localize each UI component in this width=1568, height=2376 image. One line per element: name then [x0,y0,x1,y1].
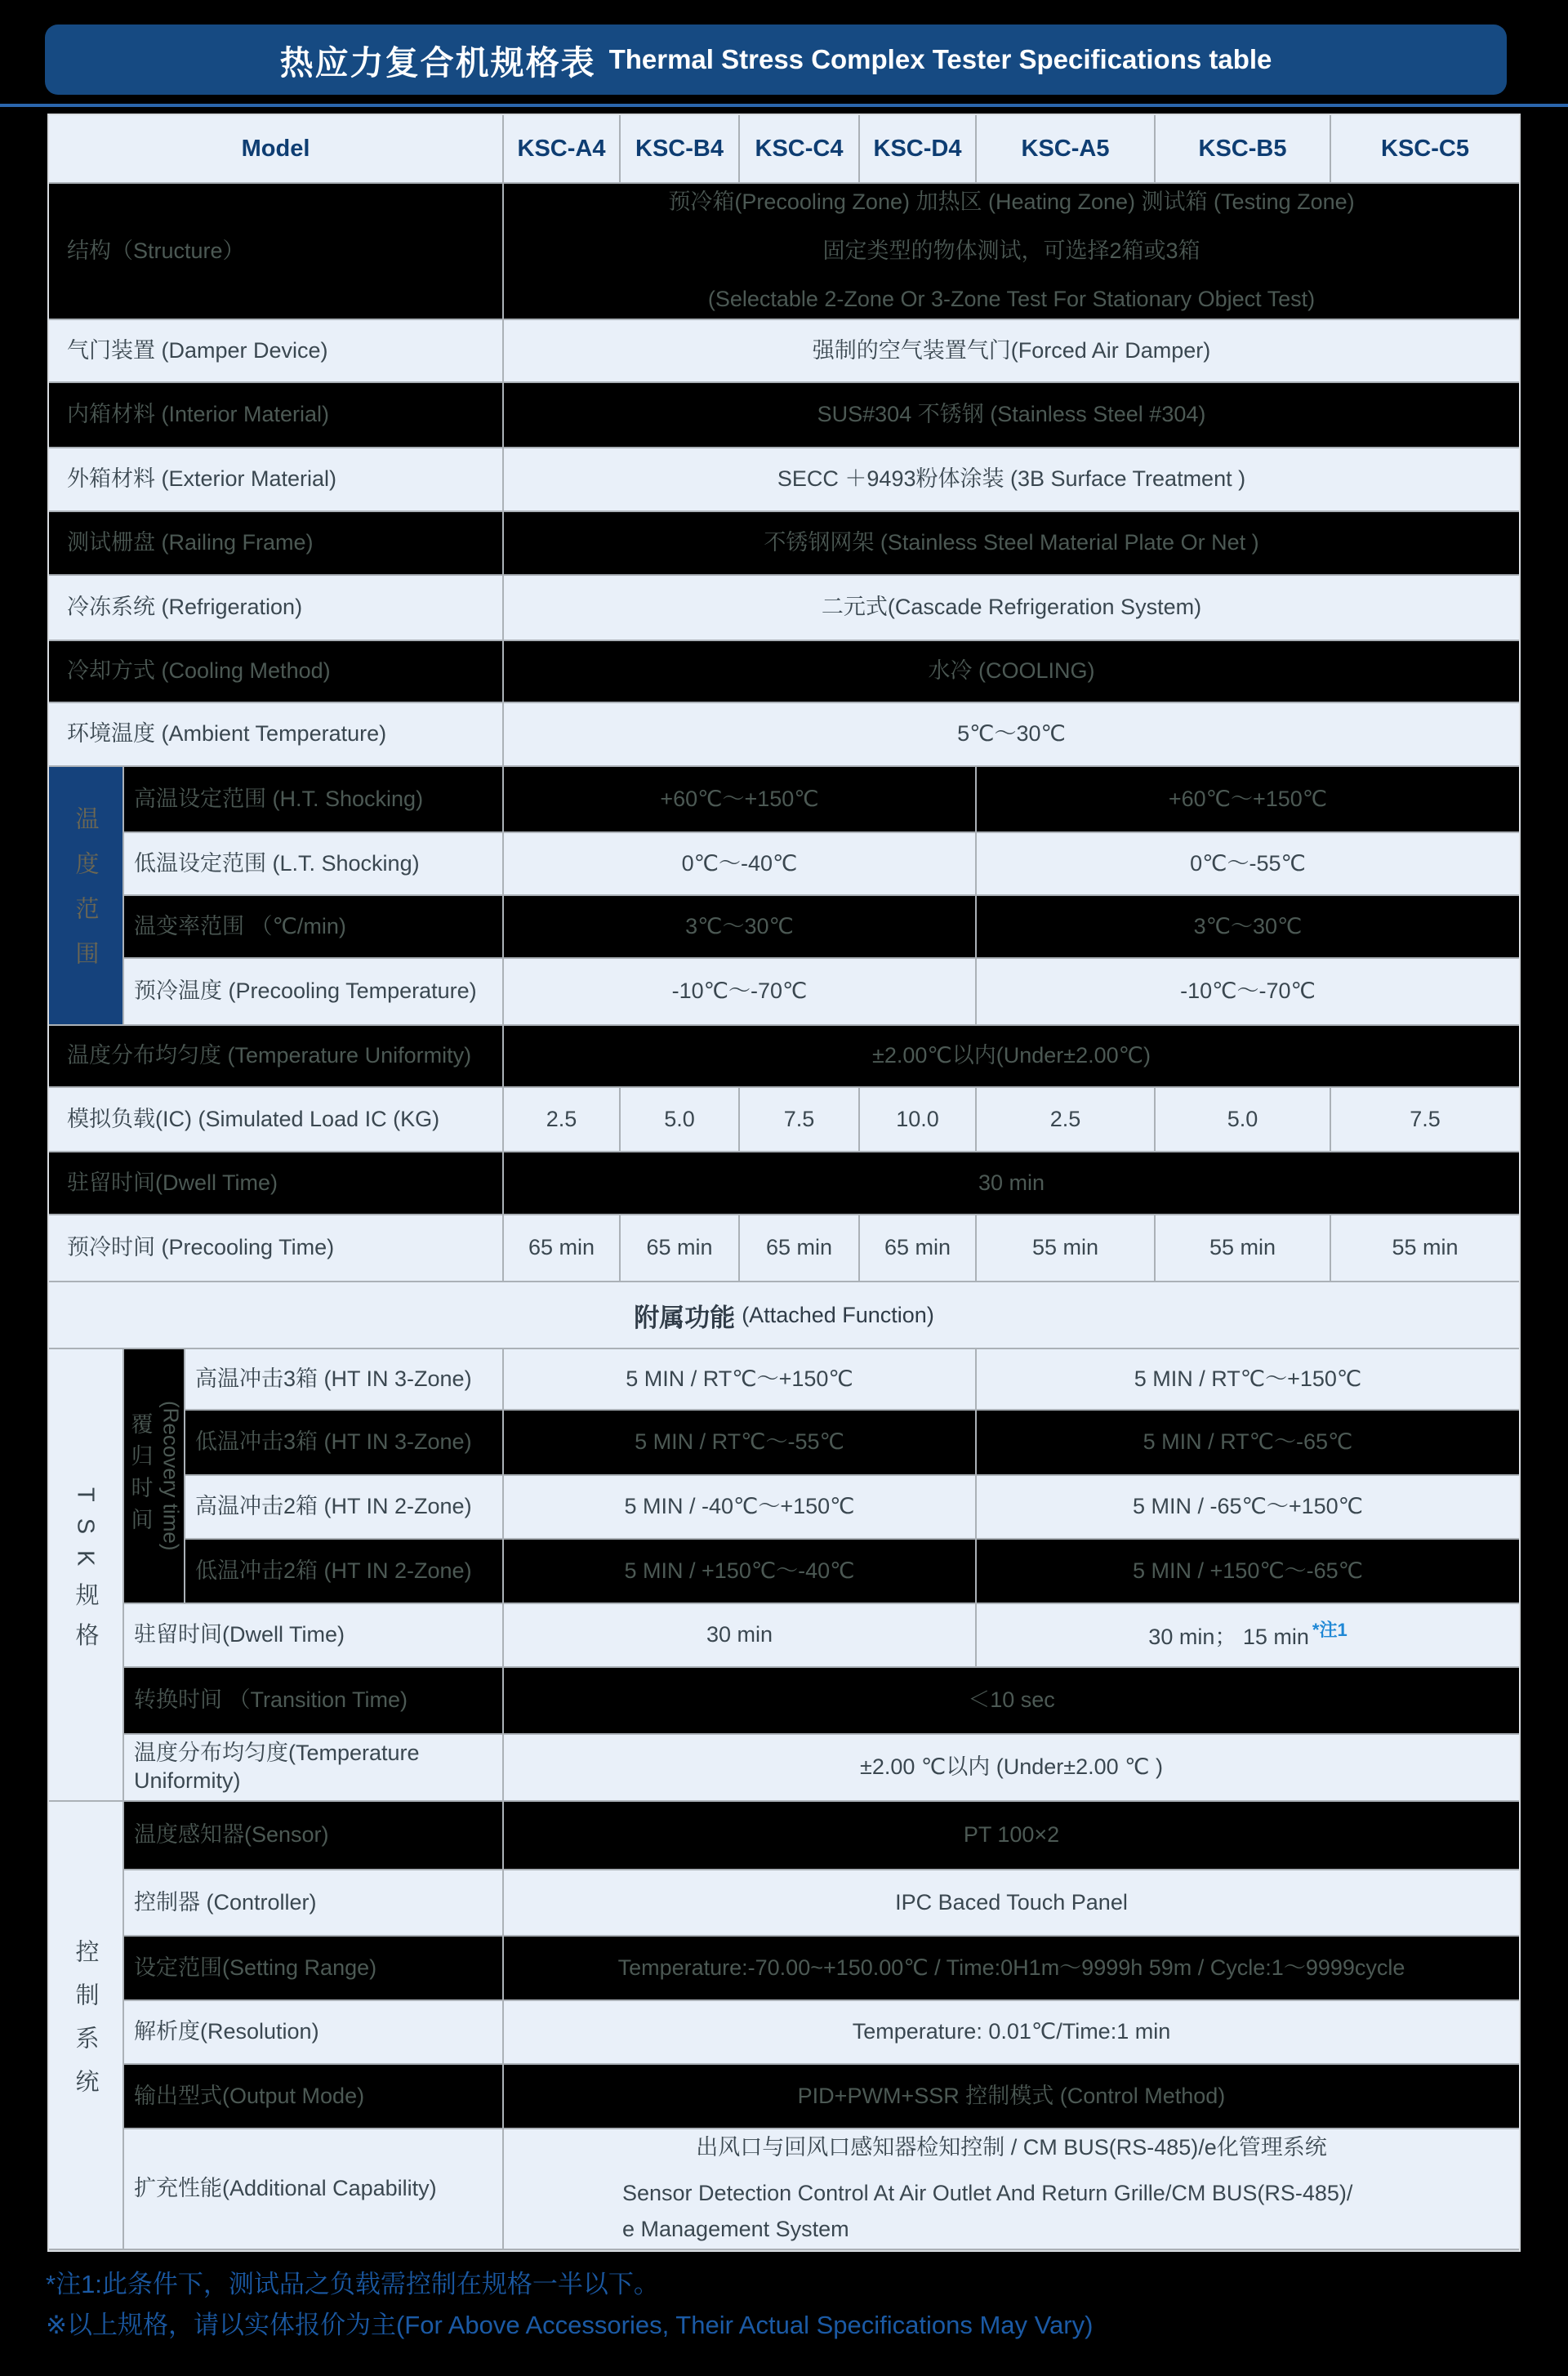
precool-time-b4: 65 min [621,1215,740,1281]
page-title-zh: 热应力复合机规格表 [279,43,596,82]
model-ksc-a4: KSC-A4 [504,115,621,182]
load-c4: 7.5 [740,1088,860,1151]
load-a4: 2.5 [504,1088,621,1151]
cooling-value: 水冷 (COOLING) [928,658,1095,684]
ht2-v5: 5 MIN / -65℃～+150℃ [1133,1494,1363,1519]
precool-time-a4: 65 min [504,1215,621,1281]
row-setting-range [124,1937,1519,2001]
precool-time-a5: 55 min [977,1215,1156,1281]
load-c5: 7.5 [1410,1106,1441,1131]
tsk-sidebar-label: TSK规格 [72,1487,99,1663]
interior-label: 内箱材料 (Interior Material) [49,383,504,447]
control-sidebar [49,1802,124,2249]
structure-label: 结构（Structure） [49,184,504,319]
row-uniformity-1 [49,1026,1519,1088]
row-transition [124,1668,1519,1735]
recovery-time-subgroup [124,1349,1519,1603]
dwell2-v4: 30 min [504,1604,977,1666]
row-railing [49,512,1519,576]
precool-temp-v4: -10℃～-70℃ [504,959,977,1024]
row-structure [49,184,1519,320]
page-title-en: Thermal Stress Complex Tester Specifications table [608,44,1272,74]
exterior-value: SECC ＋9493粉体涂装 (3B Surface Treatment ) [777,466,1246,492]
model-ksc-c5: KSC-C5 [1381,135,1469,162]
spec-table [47,114,1521,2252]
ht-shock-v5: +60℃～+150℃ [1168,786,1328,811]
precool-temp-label: 预冷温度 (Precooling Temperature) [124,959,504,1024]
row-damper [49,320,1519,383]
load-label: 模拟负载(IC) (Simulated Load IC (KG) [49,1088,504,1151]
refrigeration-label: 冷冻系统 (Refrigeration) [49,576,504,640]
lt-shock-label: 低温设定范围 (L.T. Shocking) [124,833,504,894]
capability-value: 出风口与回风口感知器检知控制 / CM BUS(RS-485)/e化管理系统 Sensor Detection Control At Air Outlet And Return Grille/CM BUS(RS-485)/ e Management System [622,2135,1353,2241]
output-mode-value: PID+PWM+SSR 控制模式 (Control Method) [797,2083,1226,2108]
temp-range-sidebar-label: 温度范围 [72,805,99,986]
transition-value: ＜10 sec [968,1687,1055,1713]
precool-time-c5: 55 min [1392,1235,1459,1260]
load-b5: 5.0 [1156,1088,1331,1151]
row-capability [124,2129,1519,2249]
ht-shock-v4: +60℃～+150℃ [504,767,977,831]
title-bar [45,25,1507,95]
row-lt-3zone [185,1411,1519,1476]
damper-label: 气门装置 (Damper Device) [49,320,504,381]
row-simulated-load [49,1088,1519,1152]
uniformity2-label: 温度分布均匀度(Temperature Uniformity) [124,1735,504,1800]
note1-reference: *注1 [1312,1620,1348,1641]
ramp-v4: 3℃～30℃ [504,896,977,957]
ht3-label: 高温冲击3箱 (HT IN 3-Zone) [185,1349,504,1409]
row-dwell-2 [124,1603,1519,1668]
row-lt-2zone [185,1540,1519,1603]
lt3-v5: 5 MIN / RT℃～-65℃ [1143,1429,1353,1455]
setting-range-label: 设定范围(Setting Range) [124,1937,504,1999]
row-ht-3zone [185,1349,1519,1411]
row-refrigeration [49,576,1519,641]
model-ksc-d4: KSC-D4 [860,115,977,182]
tsk-sidebar [49,1349,124,1800]
model-header-label: Model [49,115,504,182]
model-ksc-a5: KSC-A5 [977,115,1156,182]
row-precool-temp [124,959,1519,1024]
tsk-section [49,1349,1519,1802]
model-ksc-c4: KSC-C4 [740,115,860,182]
ht3-v4: 5 MIN / RT℃～+150℃ [504,1349,977,1409]
sensor-value: PT 100×2 [963,1822,1060,1848]
sensor-label: 温度感知器(Sensor) [124,1802,504,1869]
row-attached-function [49,1282,1519,1349]
row-ht-shock [124,767,1519,833]
recovery-time-en: (Recovery time) [158,1401,184,1551]
dwell1-label: 驻留时间(Dwell Time) [49,1152,504,1214]
ambient-value: 5℃～30℃ [957,721,1066,747]
load-d4: 10.0 [860,1088,977,1151]
ambient-label: 环境温度 (Ambient Temperature) [49,703,504,765]
model-ksc-b4: KSC-B4 [621,115,740,182]
interior-value: SUS#304 不锈钢 (Stainless Steel #304) [817,402,1206,427]
row-cooling [49,641,1519,703]
exterior-label: 外箱材料 (Exterior Material) [49,448,504,510]
row-uniformity-2 [124,1735,1519,1800]
uniformity1-value: ±2.00℃以内(Under±2.00℃) [872,1043,1151,1068]
load-a5: 2.5 [977,1088,1156,1151]
precool-time-b5: 55 min [1156,1215,1331,1281]
control-sidebar-label: 控制系统 [72,1938,99,2112]
footnotes [46,2264,1093,2346]
output-mode-label: 输出型式(Output Mode) [124,2065,504,2128]
resolution-label: 解析度(Resolution) [124,2001,504,2063]
setting-range-value: Temperature:-70.00~+150.00℃ / Time:0H1m～9999h 59m / Cycle:1～9999cycle [617,1955,1405,1980]
row-exterior [49,448,1519,512]
capability-label: 扩充性能(Additional Capability) [124,2129,504,2249]
footnote-1: *注1:此条件下，测试品之负载需控制在规格一半以下。 [46,2270,659,2298]
recovery-time-zh: 覆归时间 [127,1412,153,1540]
row-controller [124,1870,1519,1937]
dwell2-v5: 30 min； 15 min $^{*注1}$ [1148,1620,1348,1650]
dwell1-value: 30 min [978,1170,1045,1195]
title-divider [0,104,1568,107]
structure-value: 预冷箱(Precooling Zone) 加热区 (Heating Zone) 测试箱 (Testing Zone) 固定类型的物体测试，可选择2箱或3箱 (Selectable 2-Zone Or 3-Zone Test For Stationary Object Test) [668,189,1355,312]
ht2-label: 高温冲击2箱 (HT IN 2-Zone) [185,1476,504,1538]
temp-range-sidebar [49,767,124,1024]
attached-function-en: (Attached Function) [742,1302,934,1327]
precool-time-label: 预冷时间 (Precooling Time) [49,1215,504,1281]
uniformity1-label: 温度分布均匀度 (Temperature Uniformity) [49,1026,504,1086]
lt3-label: 低温冲击3箱 (HT IN 3-Zone) [185,1411,504,1474]
model-ksc-b5: KSC-B5 [1156,115,1331,182]
resolution-value: Temperature: 0.01℃/Time:1 min [852,2019,1171,2044]
row-sensor [124,1802,1519,1870]
row-interior [49,383,1519,448]
ht-shock-label: 高温设定范围 (H.T. Shocking) [124,767,504,831]
precool-time-c4: 65 min [740,1215,860,1281]
row-resolution [124,2001,1519,2065]
railing-label: 测试栅盘 (Railing Frame) [49,512,504,574]
recovery-time-strip [124,1349,185,1603]
lt2-label: 低温冲击2箱 (HT IN 2-Zone) [185,1540,504,1603]
lt2-v4: 5 MIN / +150℃～-40℃ [504,1540,977,1603]
load-b4: 5.0 [621,1088,740,1151]
precool-temp-v5: -10℃～-70℃ [1180,978,1316,1004]
model-header-row [49,115,1519,184]
row-ramp [124,896,1519,959]
dwell2-label: 驻留时间(Dwell Time) [124,1604,504,1666]
precool-time-d4: 65 min [860,1215,977,1281]
controller-value: IPC Baced Touch Panel [895,1889,1128,1915]
lt-shock-v5: 0℃～-55℃ [1190,850,1306,876]
railing-value: 不锈钢网架 (Stainless Steel Material Plate Or Net ) [764,530,1259,555]
row-lt-shock [124,833,1519,896]
row-ambient [49,703,1519,767]
uniformity2-value: ±2.00 ℃以内 (Under±2.00 ℃ ) [860,1754,1163,1780]
row-output-mode [124,2065,1519,2129]
ht2-v4: 5 MIN / -40℃～+150℃ [504,1476,977,1538]
lt3-v4: 5 MIN / RT℃～-55℃ [504,1411,977,1474]
controller-label: 控制器 (Controller) [124,1870,504,1935]
row-ht-2zone [185,1476,1519,1540]
cooling-label: 冷却方式 (Cooling Method) [49,641,504,702]
lt2-v5: 5 MIN / +150℃～-65℃ [1133,1558,1363,1583]
transition-label: 转换时间 （Transition Time) [124,1668,504,1733]
lt-shock-v4: 0℃～-40℃ [504,833,977,894]
attached-function-zh: 附属功能 [634,1303,736,1332]
ramp-label: 温变率范围 （℃/min) [124,896,504,957]
row-precool-time [49,1215,1519,1282]
row-dwell-1 [49,1152,1519,1215]
ramp-v5: 3℃～30℃ [1193,913,1303,938]
footnote-2: ※以上规格，请以实体报价为主(For Above Accessories, Their Actual Specifications May Vary) [46,2311,1094,2339]
temp-range-section [49,767,1519,1026]
control-section [49,1802,1519,2250]
damper-value: 强制的空气装置气门(Forced Air Damper) [812,337,1211,363]
ht3-v5: 5 MIN / RT℃～+150℃ [1134,1366,1362,1391]
refrigeration-value: 二元式(Cascade Refrigeration System) [821,595,1202,620]
